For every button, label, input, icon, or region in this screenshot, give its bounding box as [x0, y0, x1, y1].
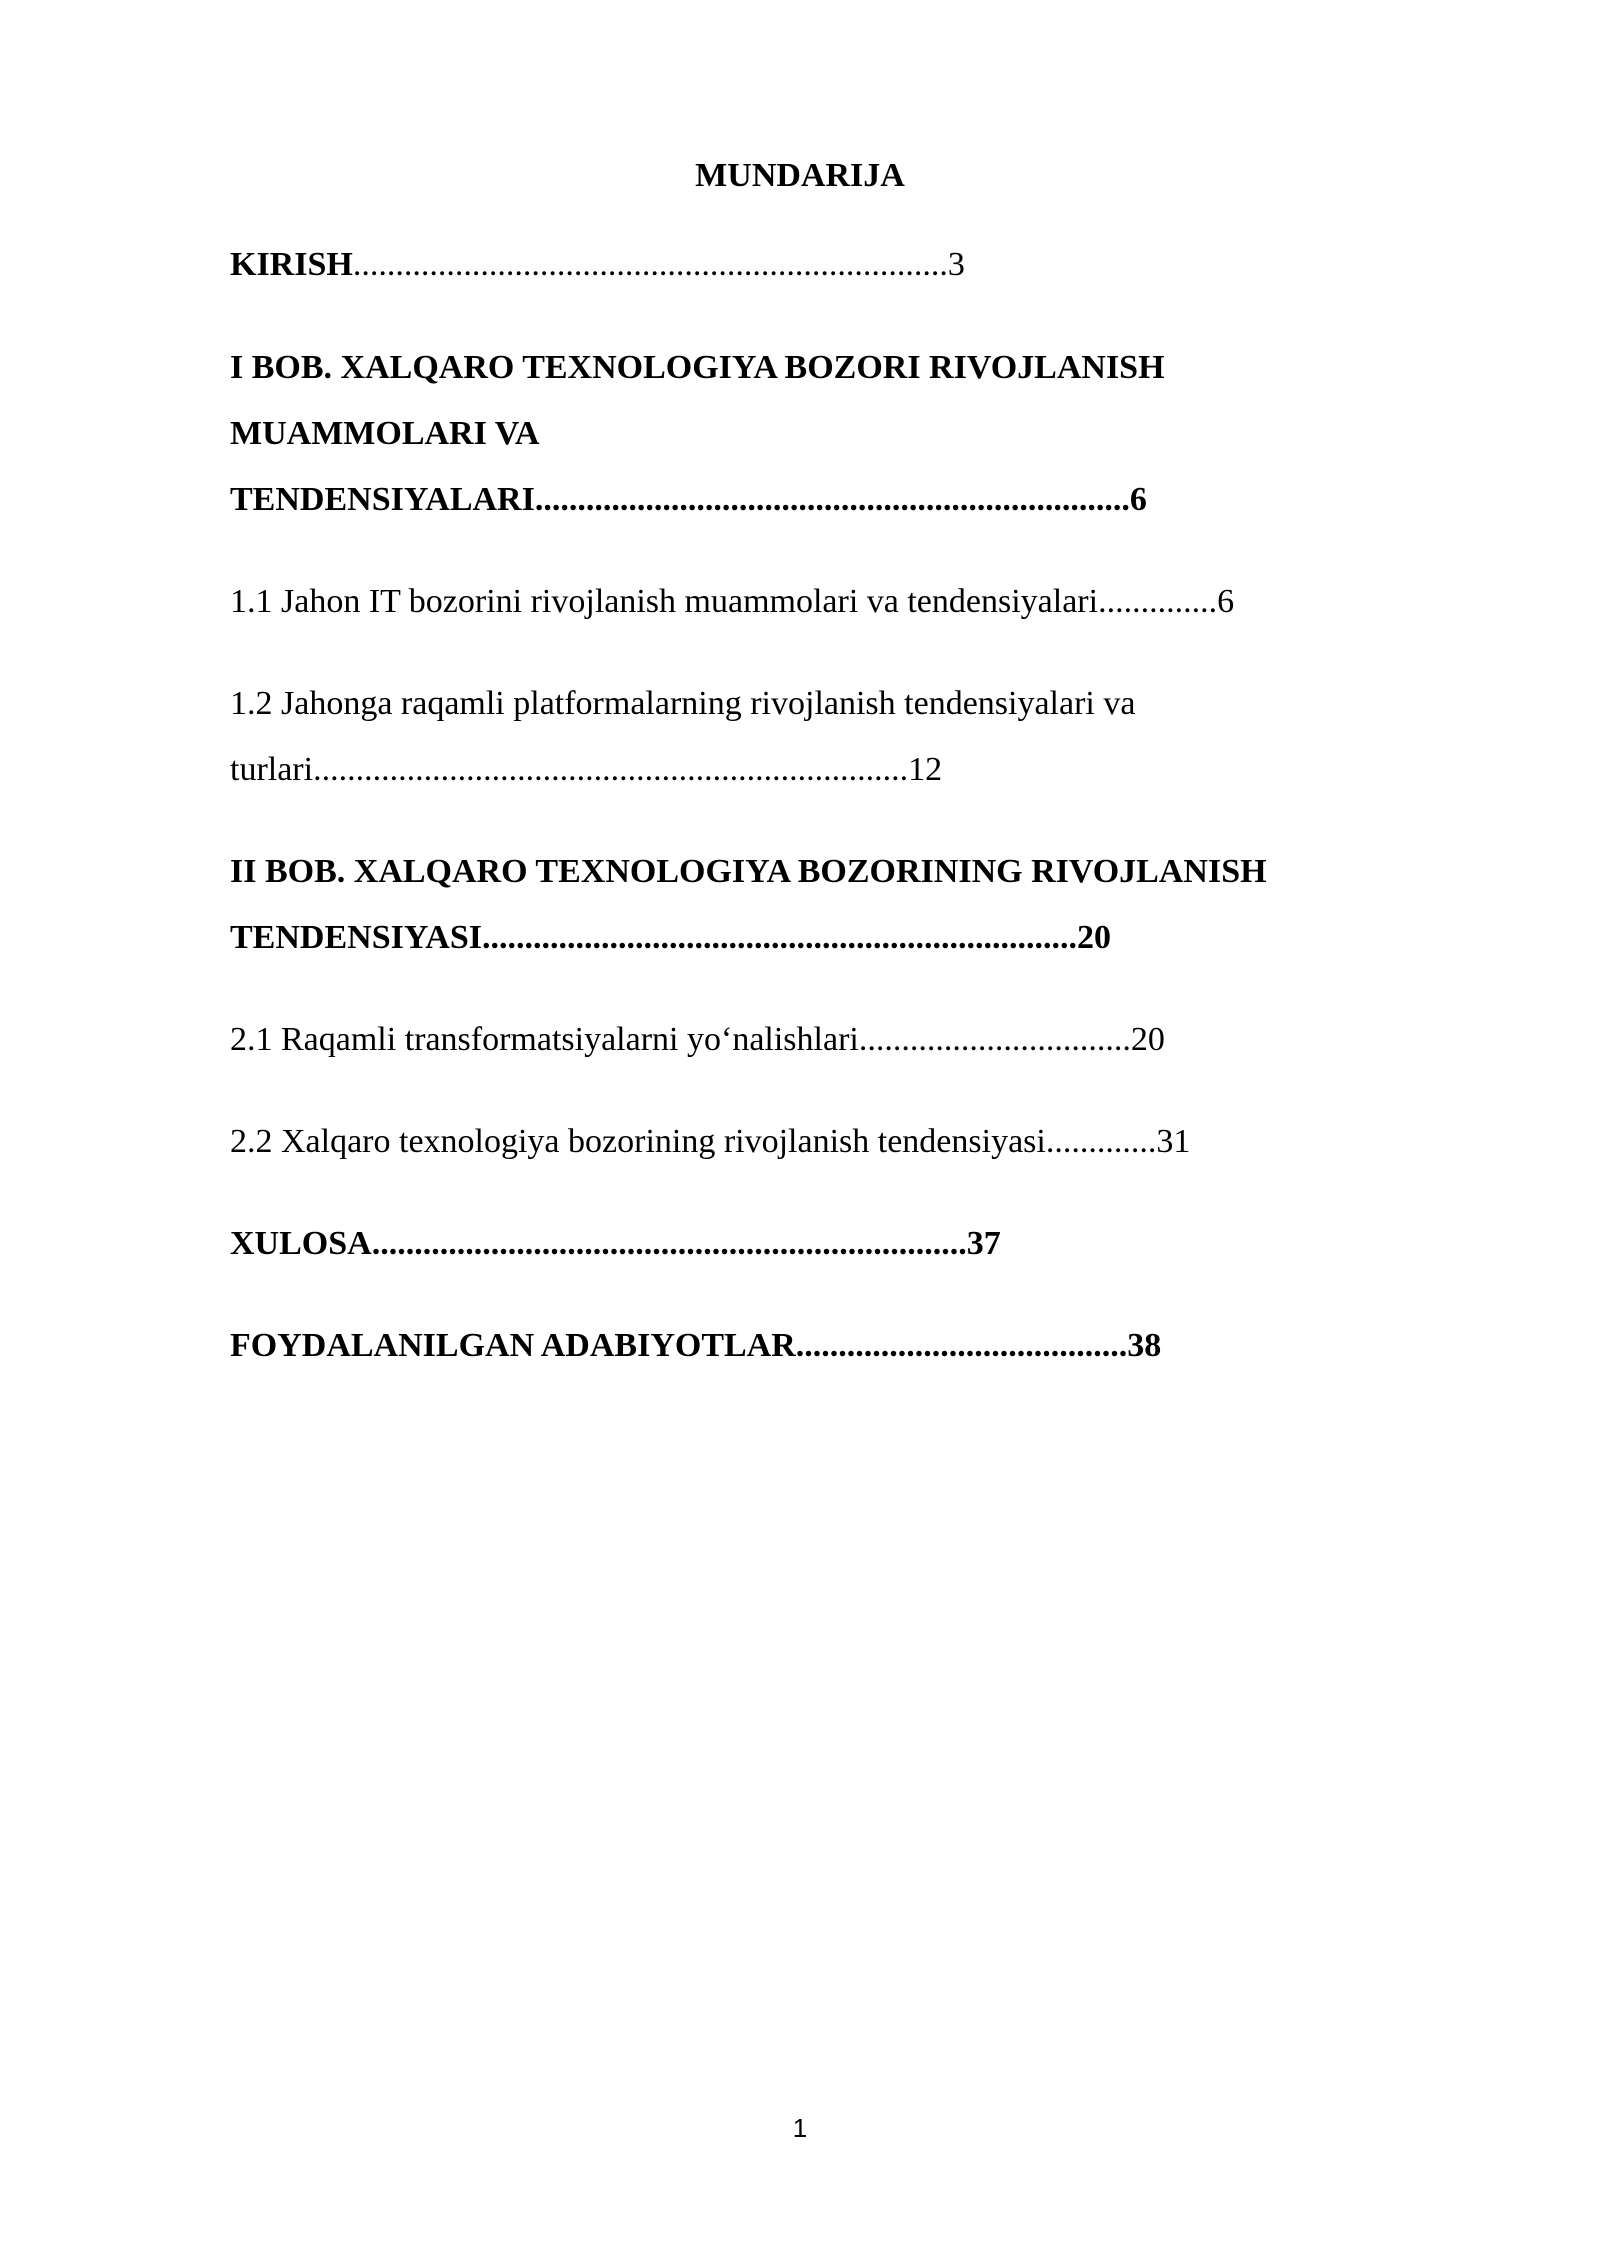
toc-page-number: 3 [947, 246, 965, 283]
toc-entry-label: turlari [230, 751, 314, 788]
toc-leader-dots: ...................................................................... [534, 481, 1130, 518]
toc-entry-label: TENDENSIYASI [230, 919, 482, 956]
toc-entry-2-1 [230, 1007, 1410, 1073]
toc-leader-dots: ................................ [858, 1021, 1131, 1058]
toc-entry-adabiyotlar [230, 1313, 1410, 1379]
toc-page-number: 12 [908, 751, 943, 788]
toc-leader-dots: ...................................................................... [352, 246, 948, 283]
toc-page-number: 20 [1130, 1021, 1165, 1058]
toc-page-number: 6 [1129, 481, 1147, 518]
toc-entry-label: 2.2 Xalqaro texnologiya bozorining rivojlanish tendensiyasi [230, 1123, 1046, 1160]
toc-leader-dots: ....................................... [795, 1327, 1128, 1364]
toc-entry-label: XULOSA [230, 1225, 372, 1262]
toc-entry-label: 1.1 Jahon IT bozorini rivojlanish muammolari va tendensiyalari [230, 583, 1099, 620]
toc-entry-line [230, 905, 1410, 971]
toc-entry-kirish [230, 232, 1410, 298]
toc-page-number: 37 [966, 1225, 1001, 1262]
toc-entry-line [230, 467, 1410, 533]
toc-entry-label: TENDENSIYALARI [230, 481, 535, 518]
toc-entry-2-2 [230, 1109, 1410, 1175]
toc-entry-label: 2.1 Raqamli transformatsiyalarni yo‘nalishlari [230, 1021, 859, 1058]
toc-leader-dots: ............. [1045, 1123, 1157, 1160]
toc-leader-dots: ...................................................................... [313, 751, 909, 788]
toc-entry-line: II BOB. XALQARO TEXNOLOGIYA BOZORINING RIVOJLANISH [230, 853, 1267, 890]
toc-leader-dots: .............. [1098, 583, 1218, 620]
toc-entry-1-2 [230, 671, 1410, 803]
toc-entry-label: FOYDALANILGAN ADABIYOTLAR [230, 1327, 796, 1364]
toc-entry-line: 1.2 Jahonga raqamli platformalarning rivojlanish tendensiyalari va [230, 685, 1136, 722]
toc-entry-label: KIRISH [230, 246, 353, 283]
toc-page-number: 38 [1127, 1327, 1162, 1364]
toc-entry-line: MUAMMOLARI VA [230, 415, 540, 452]
toc-page-number: 31 [1156, 1123, 1191, 1160]
toc-entry-line [230, 737, 1410, 803]
page-title: MUNDARIJA [695, 157, 905, 194]
toc-entry-bob-1 [230, 335, 1410, 533]
toc-entry-1-1 [230, 569, 1410, 635]
toc-page-number: 6 [1217, 583, 1235, 620]
footer-page-number: 1 [792, 2113, 808, 2143]
toc-entry-bob-2 [230, 839, 1410, 971]
toc-entry-xulosa [230, 1211, 1410, 1277]
toc-leader-dots: ...................................................................... [371, 1225, 967, 1262]
toc-page-number: 20 [1076, 919, 1111, 956]
toc-entry-line: I BOB. XALQARO TEXNOLOGIYA BOZORI RIVOJLANISH [230, 349, 1165, 386]
toc-leader-dots: ...................................................................... [481, 919, 1077, 956]
table-of-contents [230, 232, 1410, 1379]
